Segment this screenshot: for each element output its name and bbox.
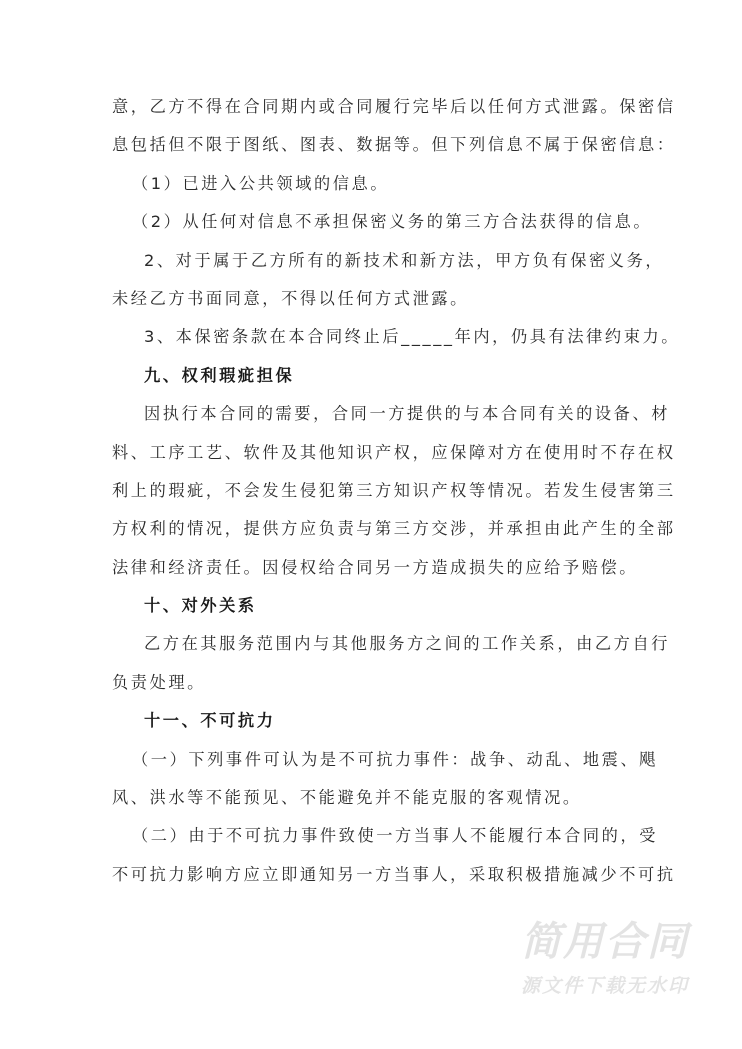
- document-body: [112, 88, 681, 894]
- text-line: 未经乙方书面同意，不得以任何方式泄露。: [112, 288, 469, 308]
- text-line: 风、洪水等不能预见、不能避免并不能克服的客观情况。: [112, 788, 582, 808]
- text-line: 料、工序工艺、软件及其他知识产权，应保障对方在使用时不存在权: [112, 442, 676, 462]
- list-item: （一）下列事件可认为是不可抗力事件：战争、动乱、地震、飓: [132, 749, 659, 769]
- paragraph-start: 3、本保密条款在本合同终止后_____年内，仍具有法律约束力。: [144, 327, 681, 347]
- text-line: 方权利的情况，提供方应负责与第三方交涉，并承担由此产生的全部: [112, 519, 676, 539]
- paragraph-start: 因执行本合同的需要，合同一方提供的与本合同有关的设备、材: [144, 404, 671, 424]
- list-item: （2）从任何对信息不承担保密义务的第三方合法获得的信息。: [132, 212, 653, 232]
- section-heading: 十、对外关系: [144, 596, 257, 616]
- watermark-title: 简用合同: [521, 919, 689, 965]
- paragraph-start: 2、对于属于乙方所有的新技术和新方法，甲方负有保密义务，: [144, 250, 665, 270]
- section-heading: 十一、不可抗力: [144, 711, 276, 731]
- list-item: （二）由于不可抗力事件致使一方当事人不能履行本合同的，受: [132, 826, 659, 846]
- list-item: （1）已进入公共领域的信息。: [132, 173, 390, 193]
- text-line: 不可抗力影响方应立即通知另一方当事人，采取积极措施减少不可抗: [112, 864, 676, 884]
- text-line: 法律和经济责任。因侵权给合同另一方造成损失的应给予赔偿。: [112, 557, 639, 577]
- paragraph-start: 乙方在其服务范围内与其他服务方之间的工作关系，由乙方自行: [144, 634, 671, 654]
- watermark: [510, 918, 700, 1000]
- watermark-subtitle: 源文件下载无水印: [520, 975, 689, 997]
- section-heading: 九、权利瑕疵担保: [144, 365, 295, 385]
- text-line: 意，乙方不得在合同期内或合同履行完毕后以任何方式泄露。保密信: [112, 97, 676, 116]
- text-line: 息包括但不限于图纸、图表、数据等。但下列信息不属于保密信息：: [112, 135, 676, 155]
- text-line: 负责处理。: [112, 672, 206, 692]
- text-line: 利上的瑕疵，不会发生侵犯第三方知识产权等情况。若发生侵害第三: [112, 480, 676, 500]
